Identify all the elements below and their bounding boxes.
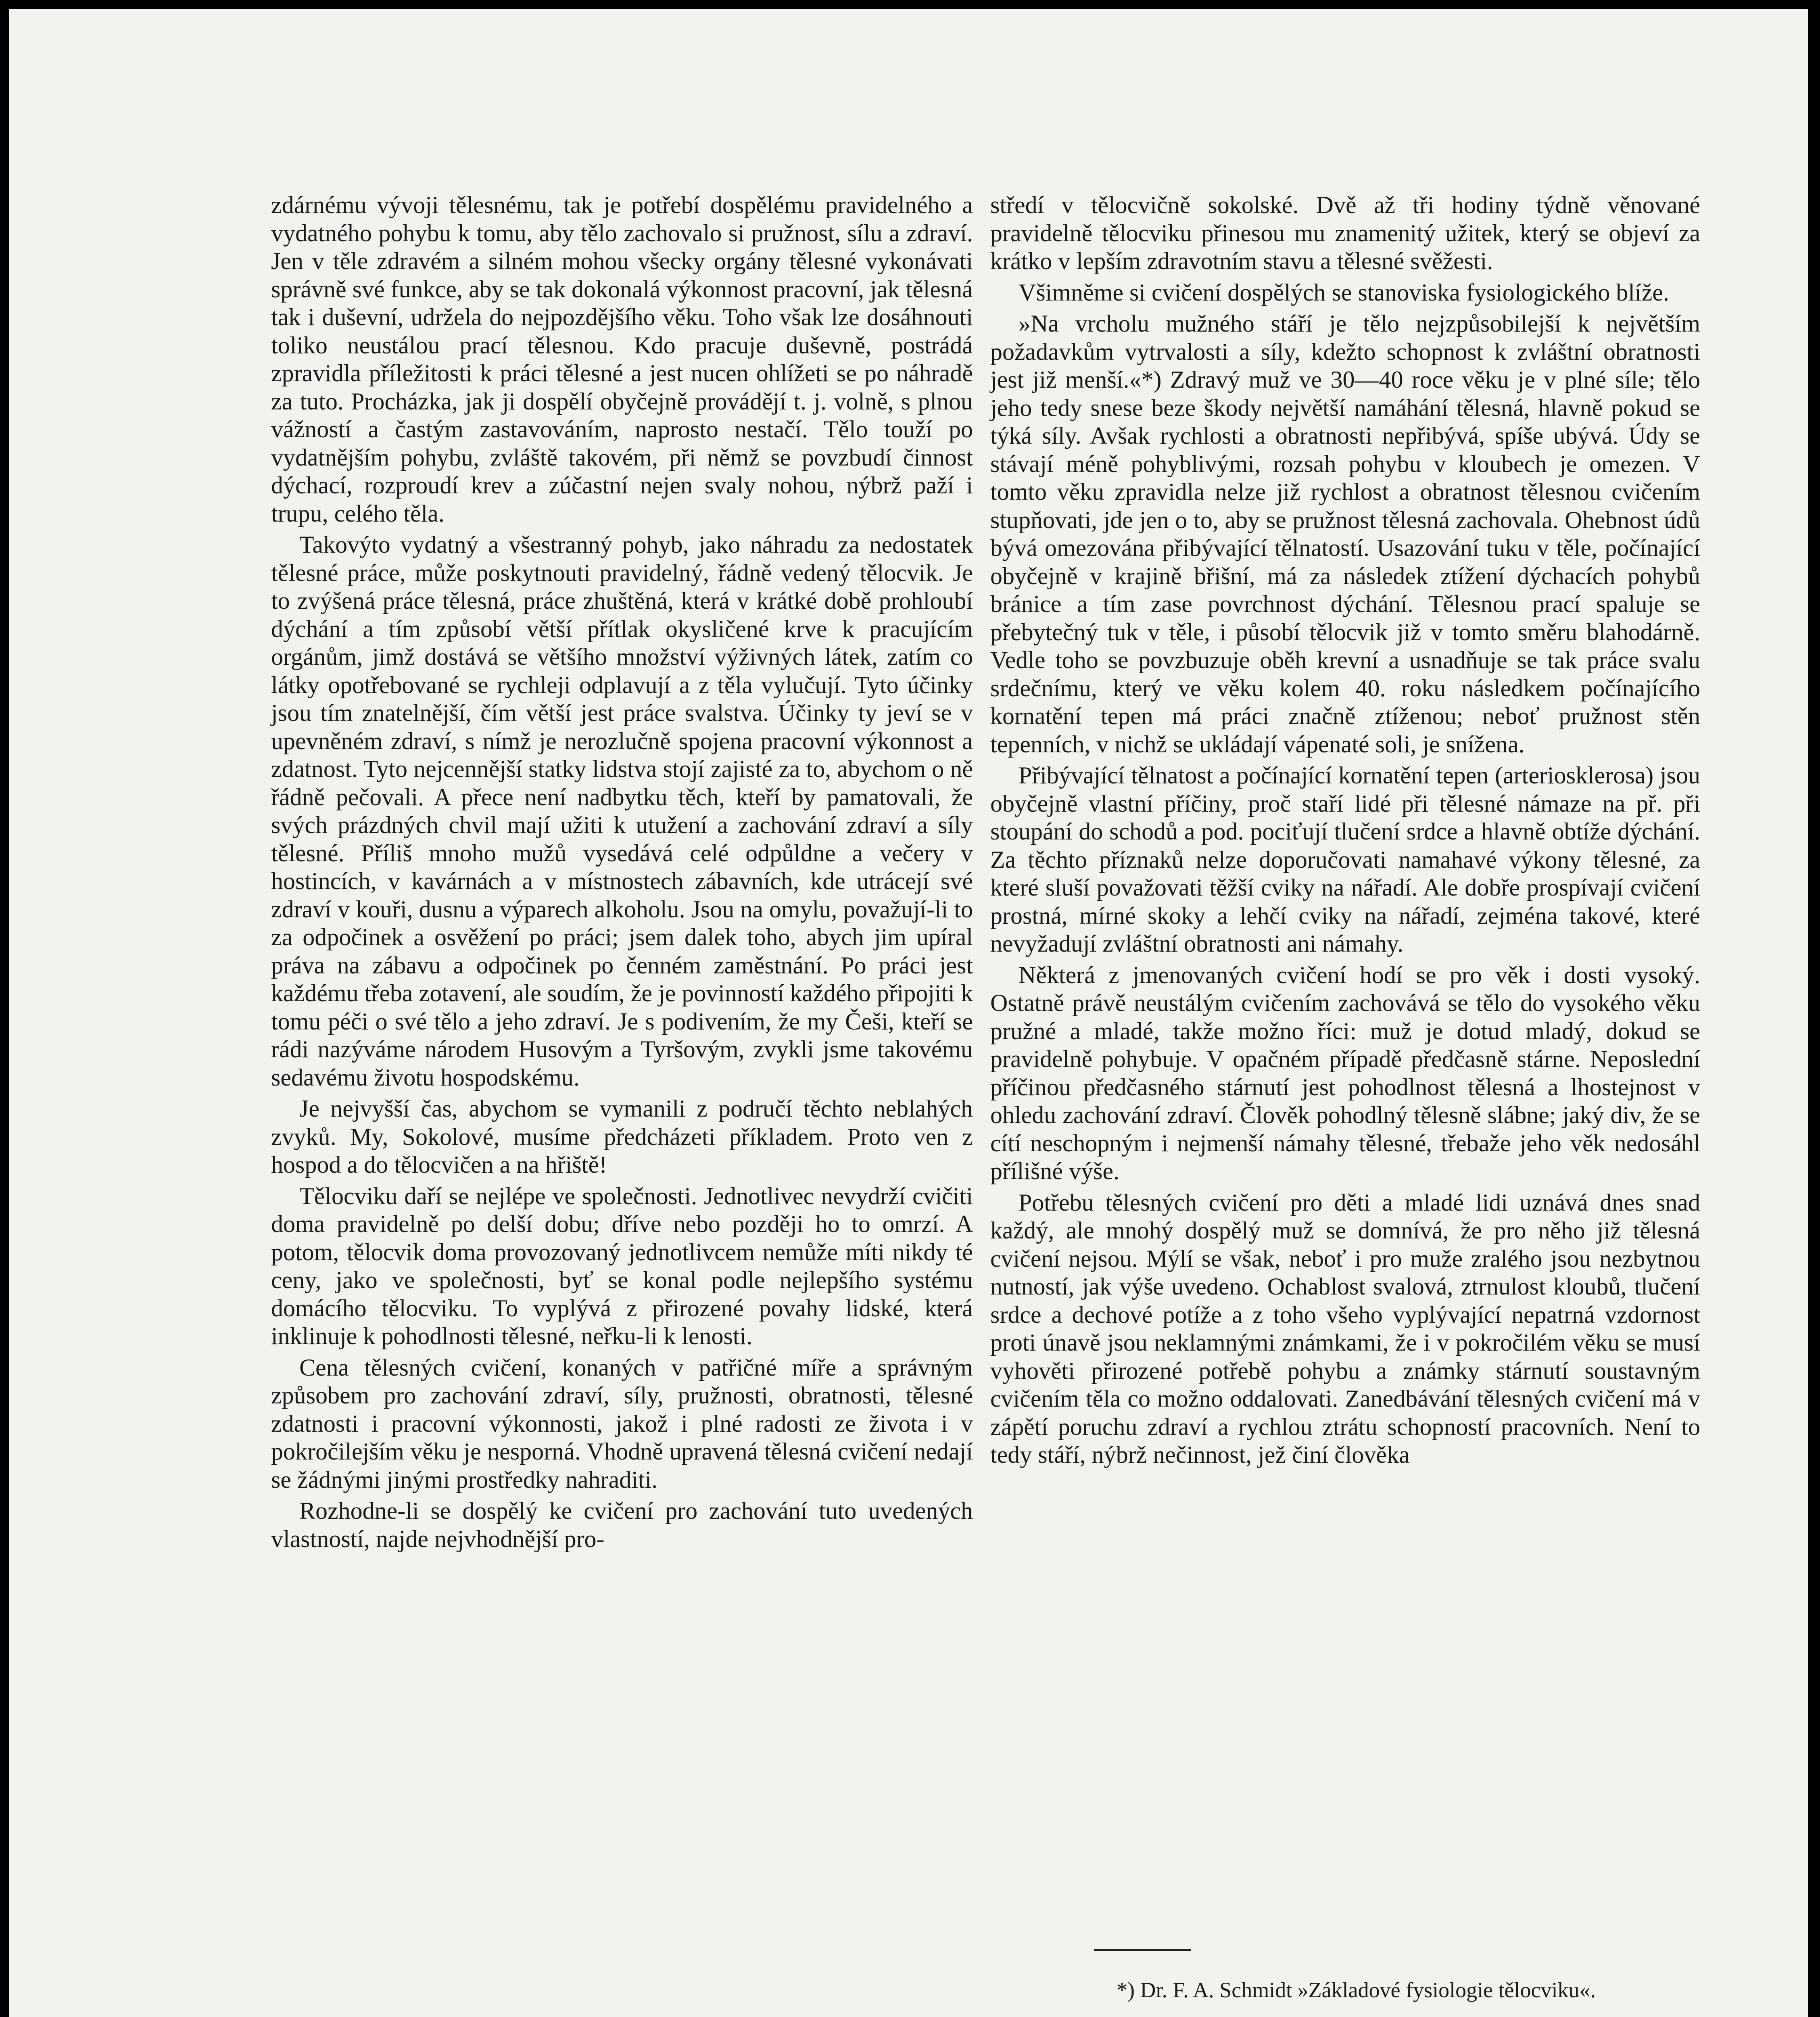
paragraph: Takovýto vydatný a všestranný pohyb, jako náhradu za nedostatek tělesné práce, může poskytnouti pravidelný, řádně vedený tělocvik. Je to zvýšená práce tělesná, práce zhuštěná, která v krátké době prohloubí dýchání a tím způsobí větší přítlak okysličené krve k pracujícím orgánům, jimž dostává se většího množství výživných látek, zatím co látky opotřebované se rychleji odplavují a z těla vylučují. Tyto účinky jsou tím znatelnější, čím větší jest práce svalstva. Účinky ty jeví se v upevněném zdraví, s nímž je nerozlučně spojena pracovní výkonnost a zdatnost. Tyto nejcennější statky lidstva stojí zajisté za to, abychom o ně řádně pečovali. A přece není nadbytku těch, kteří by pamatovali, že svých prázdných chvil mají užiti k utužení a zachování zdraví a síly tělesné. Příliš mnoho mužů vysedává celé odpůldne a večery v hostincích, v kavárnách a v místnostech zábavních, kde utrácejí své zdraví v kouři, dusnu a výparech alkoholu. Jsou na omylu, považují-li to za odpočinek a osvěžení po práci; jsem dalek toho, abych jim upíral práva na zábavu a odpočinek po čenném zaměstnání. Po práci jest každému třeba zotavení, ale soudím, že je povinností každého připojiti k tomu péči o své tělo a jeho zdraví. Je s podivením, že my Češi, kteří se rádi nazýváme národem Husovým a Tyršovým, zvykli jsme takovému sedavému životu hospodskému. — [271, 531, 973, 1091]
footnote: *) Dr. F. A. Schmidt »Základové fysiologie tělocviku«. — [1116, 1978, 1596, 2002]
right-column — [990, 191, 1700, 1469]
paragraph: zdárnému vývoji tělesnému, tak je potřebí dospělému pravidelného a vydatného pohybu k tomu, aby tělo zachovalo si pružnost, sílu a zdraví. Jen v těle zdravém a silném mohou všecky orgány tělesné vykonávati správně své funkce, aby se tak dokonalá výkonnost pracovní, jak tělesná tak i duševní, udržela do nejpozdějšího věku. Toho však lze dosáhnouti toliko neustálou prací tělesnou. Kdo pracuje duševně, postrádá zpravidla příležitosti k práci tělesné a jest nucen ohlížeti se po náhradě za tuto. Procházka, jak ji dospělí obyčejně provádějí t. j. volně, s plnou vážností a častým zastavováním, naprosto nestačí. Tělo touží po vydatnějším pohybu, zvláště takovém, při němž se povzbudí činnost dýchací, rozproudí krev a zúčastní nejen svaly nohou, nýbrž paží i trupu, celého těla. — [271, 192, 973, 527]
document-page — [9, 9, 1808, 2017]
paragraph: středí v tělocvičně sokolské. Dvě až tři hodiny týdně věnované pravidelně tělocviku přinesou mu znamenitý užitek, který se objeví za krátko v lepším zdravotním stavu a tělesné svěžesti. — [990, 192, 1700, 274]
paragraph: Tělocviku daří se nejlépe ve společnosti. Jednotlivec nevydrží cvičiti doma pravidelně po delší dobu; dříve nebo později ho to omrzí. A potom, tělocvik doma provozovaný jednotlivcem nemůže míti nikdy té ceny, jako ve společnosti, byť se konal podle nejlepšího systému domácího tělocviku. To vyplývá z přirozené povahy lidské, která inklinuje k pohodlnosti tělesné, neřku-li k lenosti. — [271, 1182, 973, 1349]
paragraph: Některá z jmenovaných cvičení hodí se pro věk i dosti vysoký. Ostatně právě neustálým cvičením zachovává se tělo do vysokého věku pružné a mladé, takže možno říci: muž je dotud mladý, dokud se pravidelně pohybuje. V opačném případě předčasně stárne. Neposlední příčinou předčasného stárnutí jest pohodlnost tělesná a lhostejnost v ohledu zachování zdraví. Člověk pohodlný tělesně slábne; jaký div, že se cítí neschopným i nejmenší námahy tělesné, třebaže jeho věk nedosáhl přílišné výše. — [990, 961, 1700, 1184]
paragraph: Cena tělesných cvičení, konaných v patřičné míře a správným způsobem pro zachování zdraví, síly, pružnosti, obratnosti, tělesné zdatnosti i pracovní výkonnosti, jakož i plné radosti ze života i v pokročilejším věku je nesporná. Vhodně upravená tělesná cvičení nedají se žádnými jinými prostředky nahraditi. — [271, 1354, 973, 1493]
paragraph: Rozhodne-li se dospělý ke cvičení pro zachování tuto uvedených vlastností, najde nejvhodnější pro- — [271, 1497, 973, 1552]
footnote-divider — [1094, 1949, 1191, 1951]
paragraph: Je nejvyšší čas, abychom se vymanili z područí těchto neblahých zvyků. My, Sokolové, musíme předcházeti příkladem. Proto ven z hospod a do tělocvičen a na hřiště! — [271, 1095, 973, 1178]
paragraph: Potřebu tělesných cvičení pro děti a mladé lidi uznává dnes snad každý, ale mnohý dospělý muž se domnívá, že pro něho již tělesná cvičení nejsou. Mýlí se však, neboť i pro muže zralého jsou nezbytnou nutností, jak výše uvedeno. Ochablost svalová, ztrnulost kloubů, tlučení srdce a dechové potíže a z toho všeho vyplývající nepatrná vzdornost proti únavě jsou neklamnými známkami, že i v pokročilém věku se musí vyhověti přirozené potřebě pohybu a známky stárnutí soustavným cvičením těla co možno oddalovati. Zanedbávání tělesných cvičení má v zápětí poruchu zdraví a rychlou ztrátu schopností pracovních. Není to tedy stáří, nýbrž nečinnost, jež činí člověka — [990, 1189, 1700, 1468]
left-column — [271, 191, 973, 1553]
paragraph: Přibývající tělnatost a počínající kornatění tepen (arteriosklerosa) jsou obyčejně vlastní příčiny, proč staří lidé při tělesné námaze na př. při stoupání do schodů a pod. pociťují tlučení srdce a hlavně obtíže dýchání. Za těchto příznaků nelze doporučovati namahavé výkony tělesné, za které sluší považovati těžší cviky na nářadí. Ale dobře prospívají cvičení prostná, mírné skoky a lehčí cviky na nářadí, zejména takové, které nevyžadují zvláštní obratnosti ani námahy. — [990, 762, 1700, 957]
paragraph: »Na vrcholu mužného stáří je tělo nejzpůsobilejší k největším požadavkům vytrvalosti a síly, kdežto schopnost k zvláštní obratnosti jest již menší.«*) Zdravý muž ve 30—40 roce věku je v plné síle; tělo jeho tedy snese beze škody největší namáhání tělesná, hlavně pokud se týká síly. Avšak rychlosti a obratnosti nepřibývá, spíše ubývá. Údy se stávají méně pohyblivými, rozsah pohybu v kloubech je omezen. V tomto věku zpravidla nelze již rychlost a obratnost tělesnou cvičením stupňovati, jde jen o to, aby se pružnost tělesná zachovala. Ohebnost údů bývá omezována přibývající tělnatostí. Usazování tuku v těle, počínající obyčejně v krajině břišní, má za následek ztížení dýchacích pohybů bránice a tím zase povrchnost dýchání. Tělesnou prací spaluje se přebytečný tuk v těle, i působí tělocvik již v tomto směru blahodárně. Vedle toho se povzbuzuje oběh krevní a usnadňuje se tak práce svalu srdečnímu, který ve věku kolem 40. roku následkem počínajícího kornatění tepen má práci značně ztíženou; neboť pružnost stěn tepenních, v nichž se ukládají vápenaté soli, je snížena. — [990, 310, 1700, 758]
paragraph: Všimněme si cvičení dospělých se stanoviska fysiologického blíže. — [1019, 279, 1669, 306]
